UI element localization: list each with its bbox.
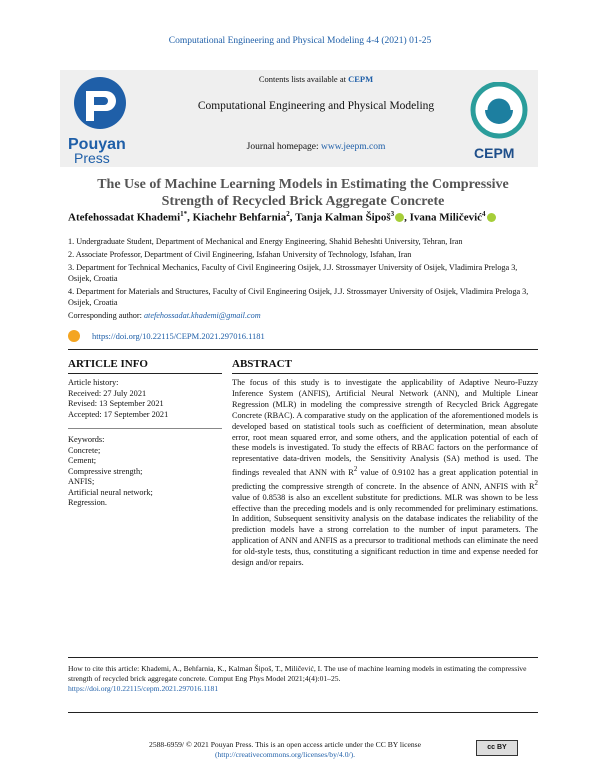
affiliation: 1. Undergraduate Student, Department of Mechanical and Energy Engineering, Shahid Beheshti University, Tehran, Iran (68, 237, 463, 246)
divider (68, 373, 222, 374)
homepage-prefix: Journal homepage: (246, 142, 322, 152)
contents-brand: CEPM (348, 74, 374, 84)
keyword: Artificial neural network; (68, 487, 153, 497)
corresponding-author (68, 310, 538, 321)
license-text: 2588-6959/ © 2021 Pouyan Press. This is an open access article under the CC BY license (149, 740, 421, 749)
license-link[interactable]: (http://creativecommons.org/licenses/by/4.0/). (214, 750, 356, 759)
author-name: Atefehossadat Khademi (68, 211, 181, 224)
author-name: Kiachehr Behfarnia (192, 211, 287, 224)
divider (68, 349, 538, 350)
citation-doi[interactable]: https://doi.org/10.22115/cepm.2021.297016.1181 (68, 684, 219, 693)
doi-link[interactable]: https://doi.org/10.22115/CEPM.2021.297016.1181 (92, 331, 265, 341)
abstract-sup: 2 (353, 466, 358, 474)
journal-name: Computational Engineering and Physical Modeling (197, 100, 435, 112)
contents-prefix: Contents lists available at (258, 74, 349, 84)
revised-date: Revised: 13 September 2021 (68, 399, 164, 408)
corresponding-label: Corresponding author: (68, 311, 144, 320)
author-sup: 2 (286, 210, 290, 218)
affiliation: 4. Department for Materials and Structures, Faculty of Civil Engineering Osijek, J.J. Strossmayer University of Osijek, Vladimira Preloga 3, Osijek, Croatia (68, 287, 529, 307)
corresponding-email[interactable]: atefehossadat.khademi@gmail.com (143, 311, 261, 320)
keyword: Cement; (68, 456, 97, 465)
journal-homepage (170, 142, 462, 152)
received-date: Received: 27 July 2021 (68, 388, 147, 398)
keyword: ANFIS; (68, 477, 95, 486)
article-info-heading: ARTICLE INFO (68, 358, 148, 370)
keywords (68, 435, 222, 509)
accepted-date: Accepted: 17 September 2021 (68, 409, 169, 419)
publisher-logo-text-1: Pouyan (68, 136, 126, 153)
title-line-2: Strength of Recycled Brick Aggregate Concrete (161, 194, 445, 209)
author-sup: 1* (180, 210, 188, 218)
citation (68, 664, 538, 694)
abstract-text: value of 0.8538 is also an excellent substitute for predictions. MLR was shown to be less effective than the preceding models and is only recommended for preliminary estimations. In addition, Subsequent sensitivity analysis on the database indicates the reliability of the prediction models have a strong correlation to the number of input parameters. The application of ANN and ANFIS as a precursor to traditional methods can eliminate the need for old-style tests, thus, constituting a significant reduction in time and expense needed for design and/or repairs. (232, 492, 538, 568)
journal-logo (466, 82, 532, 162)
author-list: Atefehossadat Khademi$^{1*}$, Kiachehr Behfarnia$^2$, Tanja Kalman Šipoš$^3$ , Ivana Miličević$^4$ (68, 210, 538, 224)
keywords-label: Keywords: (68, 435, 105, 444)
affiliation: 2. Associate Professor, Department of Civil Engineering, Isfahan University of Technology, Isfahan, Iran (68, 250, 412, 259)
affiliation: 3. Department for Technical Mechanics, Faculty of Civil Engineering Osijek, J.J. Strossmayer University of Osijek, Vladimira Preloga 3, Osijek, Croatia (68, 263, 518, 283)
orcid-icon[interactable] (395, 213, 404, 222)
title-line-1: The Use of Machine Learning Models in Estimating the Compressive (97, 177, 509, 192)
divider (68, 428, 222, 429)
contents-line (170, 74, 462, 84)
keyword: Compressive strength; (68, 466, 143, 476)
divider (68, 712, 538, 713)
citation-text: How to cite this article: Khademi, A., Behfarnia, K., Kalman Šipoš, T., Miličević, I. The use of machine learning models in estimating the compressive strength of recycled brick aggregate concrete. Comput Eng Phys Model 2021;4(4):01–25. (68, 664, 527, 683)
cc-license-badge[interactable]: cc BY (476, 740, 518, 756)
journal-header: Computational Engineering and Physical Modeling 4-4 (2021) 01-25 (168, 36, 432, 46)
paper-title (68, 176, 538, 210)
article-history (68, 378, 222, 420)
keyword: Regression. (68, 498, 107, 507)
doi-row (68, 330, 538, 342)
abstract-sup: 2 (534, 479, 538, 487)
doi-icon (68, 330, 80, 342)
orcid-icon[interactable] (487, 213, 496, 222)
affiliations (68, 236, 538, 323)
homepage-link[interactable]: www.jeepm.com (321, 142, 386, 152)
divider (232, 373, 538, 374)
publisher-logo (64, 73, 164, 165)
abstract-text: value of 0.9102 has a great application potential in predicting the compressive strength of concrete. In the absence of ANN, ANFIS with R (232, 468, 538, 491)
author-sup: 4 (482, 210, 486, 218)
author-sup: 3 (390, 210, 395, 218)
abstract-heading: ABSTRACT (232, 358, 292, 370)
abstract-body (232, 378, 538, 569)
divider (68, 657, 538, 658)
abstract-text: The focus of this study is to investigate the applicability of Adaptive Neuro-Fuzzy Inference System (ANFIS), Artificial Neural Network (ANN), and Multiple Linear Regression (MLR) in modeling the compressive strength of Recycled Brick Aggregate Concrete (RBAC). A comparative study on the application of the aforementioned models is developed based on statistical tools such as coefficient of determination, mean absolute error, root mean squared error, and some others, and the application potential of each of these models is investigated. To study the effects of RBAC factors on the performance of representative data-driven models, the Sensitivity Analysis (SA) method is used. The findings revealed that ANN with R (232, 378, 538, 478)
license (100, 740, 470, 760)
history-label: Article history: (68, 378, 119, 387)
keyword: Concrete; (68, 445, 101, 455)
publisher-logo-text-2: Press (74, 150, 110, 165)
author-name: Tanja Kalman Šipoš (295, 211, 391, 224)
journal-logo-text: CEPM (474, 145, 515, 161)
author-name: Ivana Miličević (409, 211, 483, 224)
